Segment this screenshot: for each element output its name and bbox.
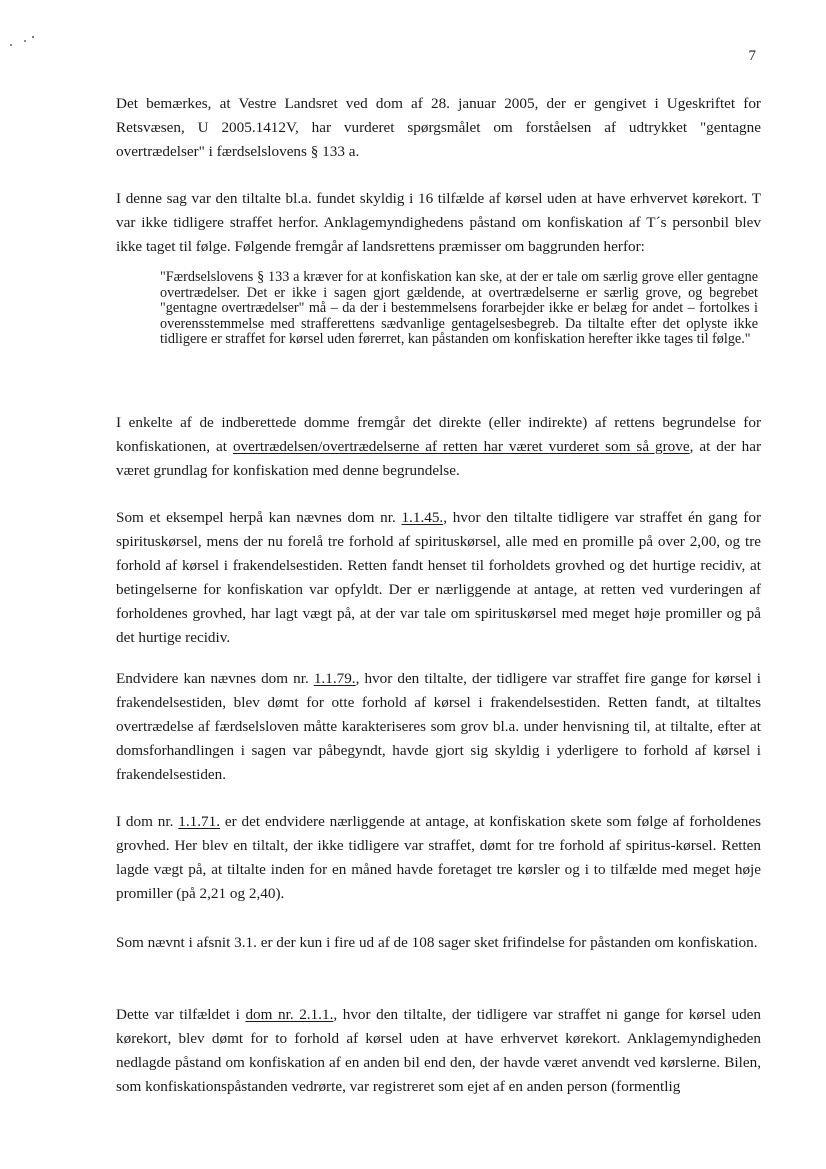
paragraph-3-text-before: I enkelte af de indberettede domme fremgår det direkte (eller indirekte) af rettens begrundelse for konfiskationen, at (116, 414, 761, 455)
paragraph-5-text-before: Endvidere kan nævnes dom nr. (116, 670, 314, 687)
paragraph-1: Det bemærkes, at Vestre Landsret ved dom af 28. januar 2005, der er gengivet i Ugeskriftet for Retsvæsen, U 2005.1412V, har vurderet spørgsmålet om forståelsen af udtrykket "gentagne overtrædelser" i færdselslovens § 133 a. (116, 95, 761, 160)
scan-specks (10, 36, 40, 52)
scan-speck (24, 40, 26, 42)
paragraph-8-text-after: , hvor den tiltalte, der tidligere var straffet ni gange for kørsel uden kørekort, blev dømt for to forhold af kørsel uden at have erhvervet kørekort. Anklagemyndigheden nedlagde påstand om konfiskation af en anden bil end den, der havde været anvendt ved kørslerne. Bilen, som konfiskationspåstanden vedrørte, var registreret som ejet af en anden person (formentlig (116, 1006, 761, 1095)
paragraph-4-text-after: , hvor den tiltalte tidligere var straffet én gang for spirituskørsel, mens der nu forelå tre forhold af spirituskørsel, alle med en promille på over 2,00, og tre forhold af kørsel i frakendelsestiden. Retten fandt henset til forholdets grovhed og det hurtige recidiv, at betingelserne for konfiskation var opfyldt. Der er nærliggende at antage, at retten ved vurderingen af forholdenes grovhed, har lagt vægt på, at der var tale om spirituskørsel med meget høje promiller og på det hurtige recidiv. (116, 509, 762, 646)
paragraph-5 (116, 667, 761, 787)
paragraph-3 (116, 411, 761, 483)
paragraph-6-text-after: er det endvidere nærliggende at antage, at konfiskation skete som følge af forholdenes grovhed. Her blev en tiltalt, der ikke tidligere var straffet, dømt for tre forhold af spiritus-kørsel. Retten lagde vægt på, at tiltalte inden for en måned havde foretaget tre kørsler og i to tilfælde med meget høje promiller (på 2,21 og 2,40). (116, 813, 761, 902)
case-reference-1-1-71: 1.1.71. (178, 813, 221, 830)
scan-speck (32, 36, 34, 38)
paragraph-6-text-before: I dom nr. (116, 813, 179, 830)
paragraph-7: Som nævnt i afsnit 3.1. er der kun i fire ud af de 108 sager sket frifindelse for påstanden om konfiskation. (116, 934, 758, 951)
paragraph-3-underlined-text: overtrædelsen/overtrædelserne af retten har været vurderet som så grove (232, 438, 690, 455)
block-quote: "Færdselslovens § 133 a kræver for at konfiskation kan ske, at der er tale om særlig grove eller gentagne overtrædelser. Det er ikke i sagen gjort gældende, at overtrædelserne er særlig grove, og begrebet "gentagne overtrædelser" må – da der i bestemmelsens forarbejder ikke er belæg for andet – fortolkes i overensstemmelse med strafferettens sædvanlige gentagelsesbegreb. Da tiltalte efter det oplyste ikke tidligere er straffet for kørsel uden førerret, kan påstanden om konfiskation herefter ikke tages til følge." (160, 269, 758, 348)
paragraph-8 (116, 1003, 761, 1099)
paragraph-2: I denne sag var den tiltalte bl.a. fundet skyldig i 16 tilfælde af kørsel uden at have erhvervet kørekort. T var ikke tidligere straffet herfor. Anklagemyndighedens påstand om konfiskation af T´s personbil blev ikke taget til følge. Følgende fremgår af landsrettens præmisser om baggrunden herfor: (116, 190, 761, 255)
paragraph-6 (116, 810, 761, 906)
scan-speck (10, 44, 12, 46)
case-reference-1-1-45: 1.1.45. (401, 509, 444, 526)
paragraph-5-text-after: , hvor den tiltalte, der tidligere var straffet fire gange for kørsel i frakendelsestiden, blev dømt for otte forhold af kørsel i frakendelsestiden. Retten fandt, at tiltaltes overtrædelse af færdselsloven måtte karakteriseres som grov bl.a. under henvisning til, at tiltalte, efter at domsforhandlingen i sagen var påbegyndt, havde gjort sig skyldig i yderligere to forhold af kørsel i frakendelsestiden. (116, 670, 761, 783)
page-number: 7 (748, 48, 756, 64)
case-reference-1-1-79: 1.1.79. (313, 670, 356, 687)
case-reference-2-1-1: dom nr. 2.1.1. (245, 1006, 334, 1023)
paragraph-4-text-before: Som et eksempel herpå kan nævnes dom nr. (116, 509, 402, 526)
paragraph-8-text-before: Dette var tilfældet i (116, 1006, 246, 1023)
paragraph-3-text-after: , at der har været grundlag for konfiskation med denne begrundelse. (116, 438, 762, 479)
paragraph-4 (116, 506, 761, 650)
